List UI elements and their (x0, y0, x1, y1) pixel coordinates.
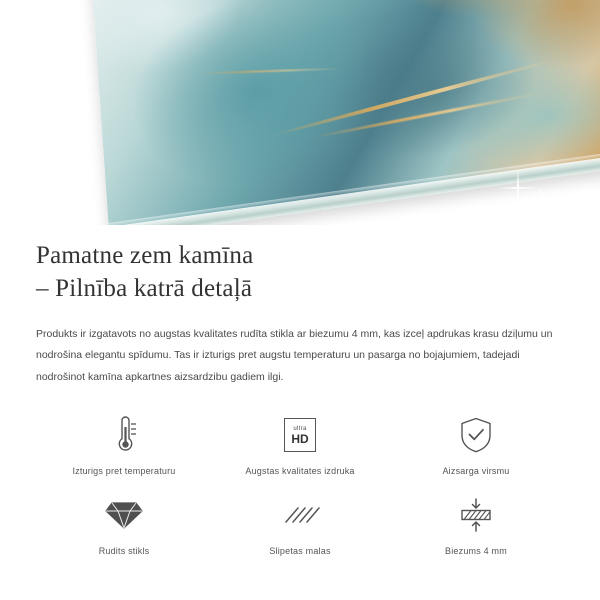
feature-item (212, 414, 388, 476)
feature-item (212, 494, 388, 556)
page-title (36, 239, 564, 306)
feature-item (388, 414, 564, 476)
headline-line-2: – Pilnība katrā detaļā (36, 275, 253, 303)
gold-vein (192, 68, 347, 75)
feature-label: Biezums 4 mm (445, 546, 507, 557)
headline-line-1: Pamatne zem kamīna (36, 242, 254, 269)
feature-label: Rudits stikls (98, 546, 150, 557)
feature-item (36, 414, 212, 476)
thickness-arrows-icon (455, 494, 497, 536)
content-area (0, 239, 600, 556)
feature-grid (36, 414, 564, 556)
feature-label: Augstas kvalitates izdruka (245, 466, 355, 477)
glass-panel-photo (90, 0, 600, 225)
feature-label: Aizsarga virsmu (442, 466, 510, 477)
ultra-hd-icon (284, 414, 316, 456)
feature-label: Izturigs pret temperaturu (72, 466, 176, 477)
description-paragraph: Produkts ir izgatavots no augstas kvalitates rudīta stikla ar biezumu 4 mm, kas izceļ apdrukas krasu dziļumu un nodrošina elegantu spīdumu. Tas ir izturigs pret augstu temperaturu un pasarga no bojajumiem, tadejadi nodrošinot kamīna apkartnes aizsardzibu gadiem ilgi. (36, 327, 553, 383)
diamond-icon (104, 494, 144, 536)
hatched-lines-icon (280, 494, 320, 536)
thermometer-icon (107, 414, 141, 456)
feature-item (388, 494, 564, 556)
feature-item (36, 494, 212, 556)
ultra-hd-bottom-label: HD (291, 431, 309, 446)
sparkle-icon (528, 186, 554, 212)
shield-check-icon (458, 414, 494, 456)
feature-label: Slipetas malas (269, 546, 331, 557)
ultra-hd-top-label: ultra (293, 425, 307, 432)
hero-image (0, 0, 600, 225)
